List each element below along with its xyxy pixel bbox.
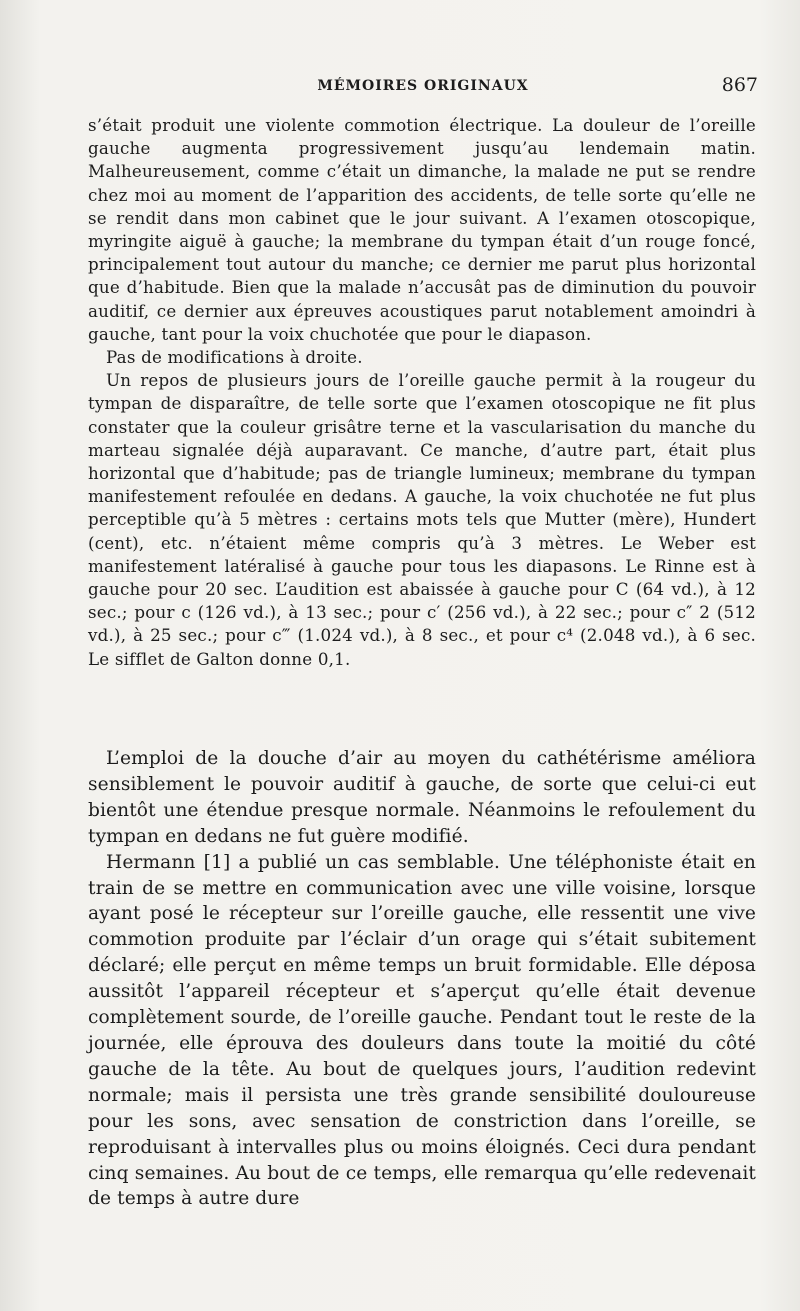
paragraph-case-continuation: s’était produit une violente commotion électrique. La douleur de l’oreille gauche augmenta progressivement jusqu’au lendemain matin. Malheureusement, comme c’était un dimanche, la malade ne put se rendre chez moi au moment de l’apparition des accidents, de telle sorte qu’elle ne se rendit dans mon cabinet que le jour suivant. A l’examen otoscopique, myringite aiguë à gauche; la membrane du tympan était d’un rouge foncé, principalement tout autour du manche; ce dernier me parut plus horizontal que d’habitude. Bien que la malade n’accusât pas de diminution du pouvoir auditif, ce dernier aux épreuves acoustiques parut notablement amoindri à gauche, tant pour la voix chuchotée que pour le diapason. <box>88 115 756 344</box>
paragraph-hermann-case: Hermann [1] a publié un cas semblable. Une téléphoniste était en train de se mettre en communication avec une ville voisine, lorsque ayant posé le récepteur sur l’oreille gauche, elle ressentit une vive commotion produite par l’éclair d’un orage qui s’était subitement déclaré; elle perçut en même temps un bruit formidable. Elle déposa aussitôt l’appareil récepteur et s’aperçut qu’elle était devenue complètement sourde, de l’oreille gauche. Pendant tout le reste de la journée, elle éprouva des douleurs dans toute la moitié du côté gauche de la tête. Au bout de quelques jours, l’audition redevint normale; mais il persista une très grande sensibilité douloureuse pour les sons, avec sensation de constriction dans l’oreille, se reproduisant à intervalles plus ou moins éloignés. Ceci dura pendant cinq semaines. Au bout de ce temps, elle remarqua qu’elle redevenait de temps à autre dure <box>88 851 756 1210</box>
margin-shadow <box>0 1058 40 1118</box>
paragraph-treatment: L’emploi de la douche d’air au moyen du cathétérisme améliora sensiblement le pouvoir auditif à gauche, de sorte que celui-ci eut bientôt une étendue presque normale. Néanmoins le refoulement du tympan en dedans ne fut guère modifié. <box>88 748 756 847</box>
paragraph-right-ear: Pas de modifications à droite. <box>106 347 363 368</box>
paragraph-examination: Un repos de plusieurs jours de l’oreille gauche permit à la rougeur du tympan de disparaître, de telle sorte que l’examen otoscopique ne fit plus constater que la couleur grisâtre terne et la vascularisation du manche du marteau signalée déjà auparavant. Ce manche, d’autre part, était plus horizontal que d’habitude; pas de triangle lumineux; membrane du tympan manifestement refoulée en dedans. A gauche, la voix chuchotée ne fut plus perceptible qu’à 5 mètres : certains mots tels que Mutter (mère), Hundert (cent), etc. n’étaient même compris qu’à 3 mètres. Le Weber est manifestement latéralisé à gauche pour tous les diapasons. Le Rinne est à gauche pour 20 sec. L’audition est abaissée à gauche pour C (64 vd.), à 12 sec.; pour c (126 vd.), à 13 sec.; pour c′ (256 vd.), à 22 sec.; pour c″ 2 (512 vd.), à 25 sec.; pour c‴ (1.024 vd.), à 8 sec., et pour c⁴ (2.048 vd.), à 6 sec. Le sifflet de Galton donne 0,1. <box>88 370 756 669</box>
running-title: MÉMOIRES ORIGINAUX <box>317 78 529 94</box>
main-text-body <box>88 746 756 1212</box>
case-report-small-print <box>88 114 756 671</box>
page-number: 867 <box>721 74 758 96</box>
running-head <box>88 72 758 100</box>
